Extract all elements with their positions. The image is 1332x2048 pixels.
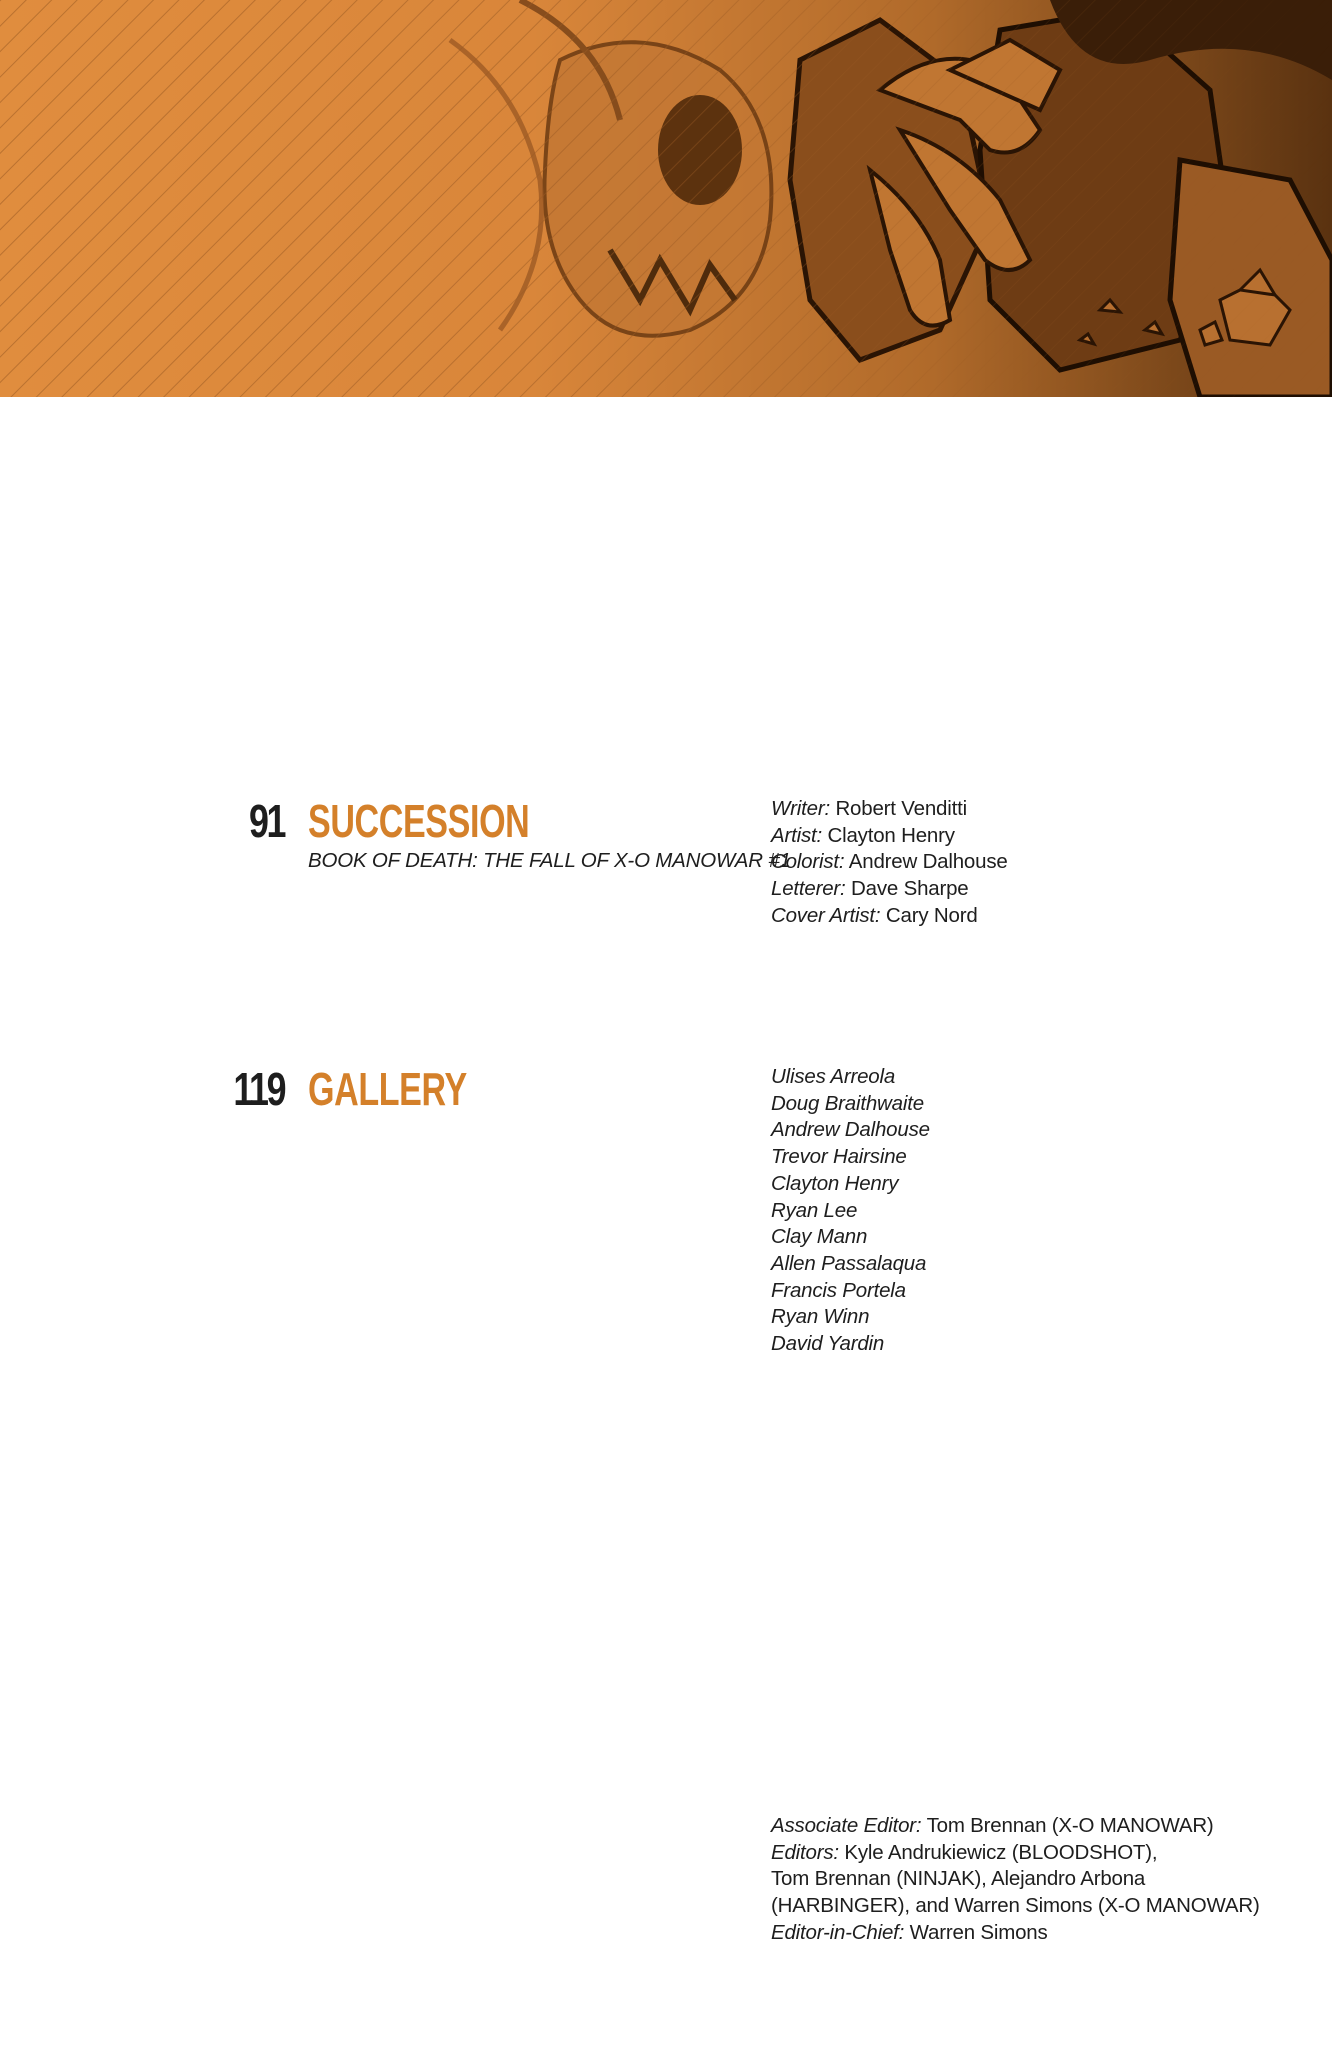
credit-role: Cover Artist: — [771, 903, 881, 927]
credit-role: Editor-in-Chief: — [771, 1920, 905, 1944]
banner-illustration — [0, 0, 1332, 397]
credit-role: Artist: — [771, 823, 822, 847]
entry-subtitle: BOOK OF DEATH: THE FALL OF X-O MANOWAR #1 — [308, 849, 791, 872]
entry-title: GALLERY — [308, 1063, 467, 1115]
gallery-artist: Ryan Winn — [771, 1305, 870, 1329]
credit-name: Robert Venditti — [835, 797, 967, 820]
credits-list — [771, 796, 1008, 930]
page-number: 91 — [248, 795, 284, 847]
gallery-artist: Doug Braithwaite — [771, 1091, 924, 1115]
credit-name: Warren Simons — [909, 1920, 1048, 1944]
credit-letterer — [771, 876, 1008, 903]
banner-artwork — [0, 0, 1332, 397]
credit-name: Cary Nord — [885, 903, 978, 927]
credit-role: Letterer: — [771, 877, 846, 901]
associate-editor — [771, 1813, 1260, 1840]
credit-name: Kyle Andrukiewicz (BLOODSHOT), — [844, 1840, 1158, 1864]
credit-writer — [771, 796, 1008, 823]
gallery-artist: Trevor Hairsine — [771, 1145, 907, 1169]
editors-line-2: Tom Brennan (NINJAK), Alejandro Arbona — [771, 1867, 1146, 1891]
gallery-artist: Ryan Lee — [771, 1198, 858, 1222]
gallery-artist: Francis Portela — [771, 1278, 906, 1302]
gallery-artist: Ulises Arreola — [771, 1065, 896, 1088]
credit-name: Clayton Henry — [827, 823, 955, 847]
credit-colorist — [771, 849, 1008, 876]
credit-role: Writer: — [771, 797, 830, 820]
page-number: 119 — [233, 1063, 284, 1115]
credit-role: Associate Editor: — [771, 1814, 922, 1837]
gallery-artist: David Yardin — [771, 1332, 885, 1356]
credit-name: Dave Sharpe — [851, 877, 969, 901]
credit-name: Andrew Dalhouse — [848, 850, 1008, 874]
editors-line-1 — [771, 1840, 1260, 1867]
credit-cover-artist — [771, 903, 1008, 930]
editors-credits — [771, 1813, 1260, 1947]
gallery-artists-list — [771, 1064, 930, 1358]
credit-role: Editors: — [771, 1840, 839, 1864]
editor-in-chief — [771, 1920, 1260, 1947]
editors-line-3: (HARBINGER), and Warren Simons (X-O MANOWAR) — [771, 1894, 1260, 1918]
credit-artist — [771, 823, 1008, 850]
entry-title: SUCCESSION — [308, 795, 530, 847]
gallery-artist: Allen Passalaqua — [771, 1251, 927, 1275]
gallery-artist: Andrew Dalhouse — [771, 1118, 930, 1142]
gallery-artist: Clayton Henry — [771, 1171, 899, 1195]
gallery-artist: Clay Mann — [771, 1225, 868, 1249]
credit-name: Tom Brennan (X-O MANOWAR) — [926, 1814, 1214, 1837]
credit-role: Colorist: — [771, 850, 845, 874]
